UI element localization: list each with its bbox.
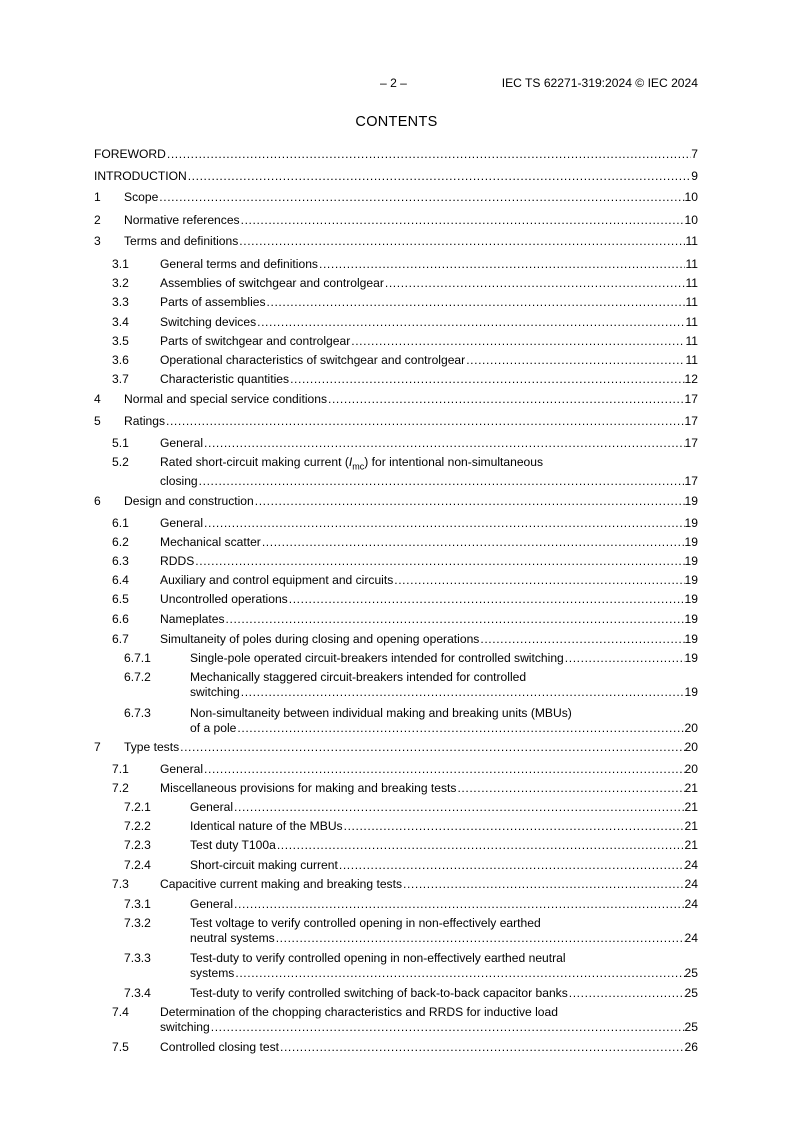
toc-dot-leader — [277, 837, 685, 853]
toc-entry-number: 6.6 — [112, 612, 129, 626]
toc-entry-page: 11 — [685, 315, 698, 329]
toc-entry-7-2-2[interactable] — [0, 818, 793, 834]
toc-entry-title: General — [160, 516, 204, 530]
toc-entry-number: 7.2.1 — [124, 800, 151, 814]
toc-entry-page: 19 — [684, 651, 698, 665]
toc-dot-leader — [241, 212, 685, 228]
toc-entry-page: 17 — [684, 392, 698, 406]
toc-dot-leader — [289, 591, 685, 607]
toc-entry-page: 24 — [684, 858, 698, 872]
toc-dot-leader — [339, 857, 685, 873]
toc-entry-title: INTRODUCTION — [94, 169, 187, 183]
toc-dot-leader — [276, 930, 685, 946]
toc-entry-number: 6.5 — [112, 592, 129, 606]
toc-entry-page: 11 — [685, 276, 698, 290]
toc-dot-leader — [351, 333, 685, 349]
toc-entry-number: 5.2 — [112, 455, 129, 469]
toc-entry-title: Short-circuit making current — [190, 858, 338, 872]
toc-dot-leader — [204, 435, 685, 451]
toc-dot-leader — [234, 896, 685, 912]
toc-entry-number: 3.5 — [112, 334, 129, 348]
toc-entry-page: 21 — [684, 781, 698, 795]
toc-entry-number: 6.3 — [112, 554, 129, 568]
toc-entry-page: 19 — [684, 685, 698, 699]
toc-entry-page: 20 — [684, 740, 698, 754]
toc-entry-title: General — [160, 436, 204, 450]
toc-entry-page: 25 — [684, 966, 698, 980]
toc-entry-number: 7.3.1 — [124, 897, 151, 911]
toc-dot-leader — [204, 515, 685, 531]
toc-entry-title: Rated short-circuit making current $(I_{mc})$ for intentional non-simultaneous — [160, 455, 544, 472]
toc-dot-leader — [280, 1039, 685, 1055]
toc-entry-page: 19 — [684, 573, 698, 587]
toc-entry-7-3-1[interactable] — [0, 896, 793, 912]
toc-dot-leader — [241, 684, 685, 700]
toc-entry-title: Auxiliary and control equipment and circuits — [160, 573, 394, 587]
toc-entry-page: 24 — [684, 877, 698, 891]
toc-entry-number: 7.3.4 — [124, 986, 151, 1000]
toc-entry-title-continuation: systems — [190, 966, 235, 980]
toc-entry-7-2-4[interactable] — [0, 857, 793, 873]
toc-entry-page: 17 — [684, 414, 698, 428]
toc-dot-leader — [255, 493, 685, 509]
toc-dot-leader — [457, 780, 684, 796]
toc-entry-foreword[interactable] — [0, 146, 793, 162]
toc-entry-page: 19 — [684, 554, 698, 568]
toc-entry-title: FOREWORD — [94, 147, 166, 161]
toc-entry-page: 11 — [685, 295, 698, 309]
toc-dot-leader — [394, 572, 684, 588]
toc-entry-3-5[interactable] — [0, 333, 793, 349]
toc-entry-title: Parts of switchgear and controlgear — [160, 334, 351, 348]
toc-entry-number: 2 — [94, 213, 101, 227]
toc-dot-leader — [480, 631, 684, 647]
toc-dot-leader — [403, 876, 685, 892]
toc-entry-6-6[interactable] — [0, 611, 793, 627]
toc-entry-page: 19 — [684, 632, 698, 646]
toc-entry-title-continuation: switching — [190, 685, 240, 699]
toc-entry-number: 3.4 — [112, 315, 129, 329]
toc-entry-page: 19 — [684, 612, 698, 626]
toc-dot-leader — [226, 611, 685, 627]
toc-entry-number: 3 — [94, 234, 101, 248]
toc-entry-page: 19 — [684, 494, 698, 508]
toc-entry-number: 7.3 — [112, 877, 129, 891]
toc-entry-3[interactable] — [0, 233, 793, 249]
toc-entry-title: Switching devices — [160, 315, 257, 329]
toc-dot-leader — [257, 314, 685, 330]
toc-entry-title: Uncontrolled operations — [160, 592, 288, 606]
toc-entry-4[interactable] — [0, 391, 793, 407]
toc-entry-title: Determination of the chopping characteristics and RRDS for inductive load — [160, 1005, 558, 1019]
toc-entry-number: 7.3.3 — [124, 951, 151, 965]
toc-dot-leader — [159, 189, 684, 205]
toc-entry-title: Nameplates — [160, 612, 225, 626]
toc-entry-page: 19 — [684, 516, 698, 530]
toc-entry-page: 10 — [684, 190, 698, 204]
toc-entry-number: 6.7.3 — [124, 706, 151, 720]
toc-dot-leader — [234, 799, 685, 815]
toc-entry-7-2-3[interactable] — [0, 837, 793, 853]
toc-entry-page: 21 — [684, 800, 698, 814]
toc-dot-leader — [290, 371, 684, 387]
toc-dot-leader — [466, 352, 685, 368]
toc-entry-number: 7.3.2 — [124, 916, 151, 930]
toc-entry-number: 6.1 — [112, 516, 129, 530]
toc-entry-2[interactable] — [0, 212, 793, 228]
toc-entry-number: 1 — [94, 190, 101, 204]
toc-entry-title-continuation: closing — [160, 474, 198, 488]
toc-entry-7[interactable] — [0, 739, 793, 755]
toc-entry-number: 7.2 — [112, 781, 129, 795]
toc-dot-leader — [328, 391, 685, 407]
toc-entry-page: 11 — [685, 353, 698, 367]
toc-dot-leader — [188, 168, 692, 184]
toc-entry-1[interactable] — [0, 189, 793, 205]
toc-dot-leader — [204, 761, 685, 777]
toc-entry-page: 17 — [684, 474, 698, 488]
toc-dot-leader — [385, 275, 686, 291]
toc-entry-number: 6.4 — [112, 573, 129, 587]
page-number: – 2 – — [380, 76, 407, 90]
toc-entry-page: 25 — [684, 1020, 698, 1034]
toc-entry-title-continuation: switching — [160, 1020, 210, 1034]
toc-entry-page: 10 — [684, 213, 698, 227]
toc-entry-title: Test-duty to verify controlled opening in non-effectively earthed neutral — [190, 951, 566, 965]
toc-entry-5[interactable] — [0, 413, 793, 429]
toc-entry-6[interactable] — [0, 493, 793, 509]
toc-entry-title: Single-pole operated circuit-breakers intended for controlled switching — [190, 651, 564, 665]
toc-entry-3-3[interactable] — [0, 294, 793, 310]
toc-entry-title: Operational characteristics of switchgear and controlgear — [160, 353, 466, 367]
toc-entry-number: 3.7 — [112, 372, 129, 386]
toc-entry-page: 11 — [685, 257, 698, 271]
toc-entry-title: Simultaneity of poles during closing and opening operations — [160, 632, 480, 646]
toc-entry-5-2[interactable] — [0, 454, 793, 489]
toc-entry-6-7-2[interactable] — [0, 669, 793, 700]
toc-entry-number: 6.7.1 — [124, 651, 151, 665]
toc-dot-leader — [267, 294, 686, 310]
toc-dot-leader — [565, 650, 685, 666]
toc-entry-number: 5 — [94, 414, 101, 428]
toc-entry-number: 6 — [94, 494, 101, 508]
toc-entry-6-4[interactable] — [0, 572, 793, 588]
toc-entry-number: 3.6 — [112, 353, 129, 367]
toc-entry-page: 25 — [684, 986, 698, 1000]
standard-reference: IEC TS 62271-319:2024 © IEC 2024 — [501, 76, 698, 90]
toc-entry-number: 6.7.2 — [124, 670, 151, 684]
toc-entry-page: 21 — [684, 819, 698, 833]
toc-entry-5-1[interactable] — [0, 435, 793, 451]
toc-entry-6-7-1[interactable] — [0, 650, 793, 666]
toc-entry-number: 7.4 — [112, 1005, 129, 1019]
toc-entry-page: 19 — [684, 592, 698, 606]
toc-entry-title: Non-simultaneity between individual making and breaking units (MBUs) — [190, 706, 572, 720]
toc-dot-leader — [195, 553, 684, 569]
toc-entry-title: Miscellaneous provisions for making and breaking tests — [160, 781, 457, 795]
toc-entry-number: 5.1 — [112, 436, 129, 450]
toc-entry-3-7[interactable] — [0, 371, 793, 387]
toc-entry-title: General — [160, 762, 204, 776]
toc-dot-leader — [166, 413, 685, 429]
toc-entry-6-7[interactable] — [0, 631, 793, 647]
page-title: CONTENTS — [355, 114, 438, 130]
toc-entry-page: 24 — [684, 931, 698, 945]
toc-entry-number: 3.3 — [112, 295, 129, 309]
toc-entry-title: Mechanically staggered circuit-breakers intended for controlled — [190, 670, 527, 684]
toc-dot-leader — [344, 818, 685, 834]
toc-entry-title: General terms and definitions — [160, 257, 318, 271]
toc-entry-title-continuation: of a pole — [190, 721, 237, 735]
toc-entry-title: Capacitive current making and breaking tests — [160, 877, 402, 891]
toc-entry-page: 19 — [684, 535, 698, 549]
toc-entry-title: Design and construction — [124, 494, 254, 508]
toc-entry-number: 7.5 — [112, 1040, 129, 1054]
toc-entry-title: Mechanical scatter — [160, 535, 261, 549]
toc-dot-leader — [262, 534, 685, 550]
toc-entry-title: Test-duty to verify controlled switching of back-to-back capacitor banks — [190, 986, 568, 1000]
toc-entry-page: 9 — [691, 169, 698, 183]
toc-entry-6-5[interactable] — [0, 591, 793, 607]
toc-entry-7-3-3[interactable] — [0, 950, 793, 981]
toc-entry-title: Assemblies of switchgear and controlgear — [160, 276, 384, 290]
toc-entry-page: 24 — [684, 897, 698, 911]
toc-entry-title: Ratings — [124, 414, 166, 428]
toc-entry-title-continuation: neutral systems — [190, 931, 275, 945]
toc-entry-title: Test duty T100a — [190, 838, 276, 852]
toc-dot-leader — [211, 1019, 685, 1035]
toc-entry-page: 7 — [691, 147, 698, 161]
toc-entry-title: Parts of assemblies — [160, 295, 266, 309]
toc-entry-7-2-1[interactable] — [0, 799, 793, 815]
toc-entry-page: 20 — [684, 762, 698, 776]
toc-entry-title: Identical nature of the MBUs — [190, 819, 343, 833]
toc-entry-page: 20 — [684, 721, 698, 735]
toc-entry-7-2[interactable] — [0, 780, 793, 796]
toc-entry-7-3[interactable] — [0, 876, 793, 892]
toc-dot-leader — [180, 739, 684, 755]
toc-entry-number: 7.1 — [112, 762, 129, 776]
toc-entry-title: Scope — [124, 190, 159, 204]
toc-dot-leader — [239, 233, 685, 249]
toc-entry-number: 3.2 — [112, 276, 129, 290]
toc-entry-number: 6.7 — [112, 632, 129, 646]
toc-entry-3-1[interactable] — [0, 256, 793, 272]
toc-entry-number: 6.2 — [112, 535, 129, 549]
toc-entry-number: 4 — [94, 392, 101, 406]
toc-entry-7-4[interactable] — [0, 1004, 793, 1035]
toc-entry-number: 7 — [94, 740, 101, 754]
toc-entry-6-7-3[interactable] — [0, 705, 793, 736]
toc-entry-title: Characteristic quantities — [160, 372, 290, 386]
toc-entry-7-3-2[interactable] — [0, 915, 793, 946]
toc-entry-title: RDDS — [160, 554, 195, 568]
toc-entry-title: Normal and special service conditions — [124, 392, 328, 406]
toc-entry-number: 7.2.3 — [124, 838, 151, 852]
toc-entry-title: General — [190, 897, 234, 911]
toc-entry-7-3-4[interactable] — [0, 985, 793, 1001]
toc-entry-title: General — [190, 800, 234, 814]
toc-entry-page: 12 — [684, 372, 698, 386]
toc-entry-page: 17 — [684, 436, 698, 450]
toc-entry-introduction[interactable] — [0, 168, 793, 184]
toc-entry-3-6[interactable] — [0, 352, 793, 368]
toc-entry-title: Controlled closing test — [160, 1040, 279, 1054]
toc-entry-6-1[interactable] — [0, 515, 793, 531]
toc-dot-leader — [235, 965, 684, 981]
toc-entry-7-5[interactable] — [0, 1039, 793, 1055]
toc-dot-leader — [199, 473, 685, 489]
toc-entry-page: 11 — [685, 234, 698, 248]
toc-entry-6-3[interactable] — [0, 553, 793, 569]
toc-dot-leader — [167, 146, 691, 162]
toc-entry-3-4[interactable] — [0, 314, 793, 330]
toc-entry-title: Normative references — [124, 213, 240, 227]
toc-dot-leader — [237, 720, 684, 736]
toc-entry-title: Type tests — [124, 740, 180, 754]
toc-entry-title: Test voltage to verify controlled opening in non-effectively earthed — [190, 916, 541, 930]
toc-entry-number: 3.1 — [112, 257, 129, 271]
toc-entry-7-1[interactable] — [0, 761, 793, 777]
toc-entry-number: 7.2.2 — [124, 819, 151, 833]
toc-entry-title: Terms and definitions — [124, 234, 239, 248]
toc-entry-page: 26 — [684, 1040, 698, 1054]
toc-entry-3-2[interactable] — [0, 275, 793, 291]
toc-entry-number: 7.2.4 — [124, 858, 151, 872]
toc-dot-leader — [319, 256, 685, 272]
toc-entry-6-2[interactable] — [0, 534, 793, 550]
toc-entry-page: 11 — [685, 334, 698, 348]
toc-dot-leader — [569, 985, 685, 1001]
toc-entry-page: 21 — [684, 838, 698, 852]
